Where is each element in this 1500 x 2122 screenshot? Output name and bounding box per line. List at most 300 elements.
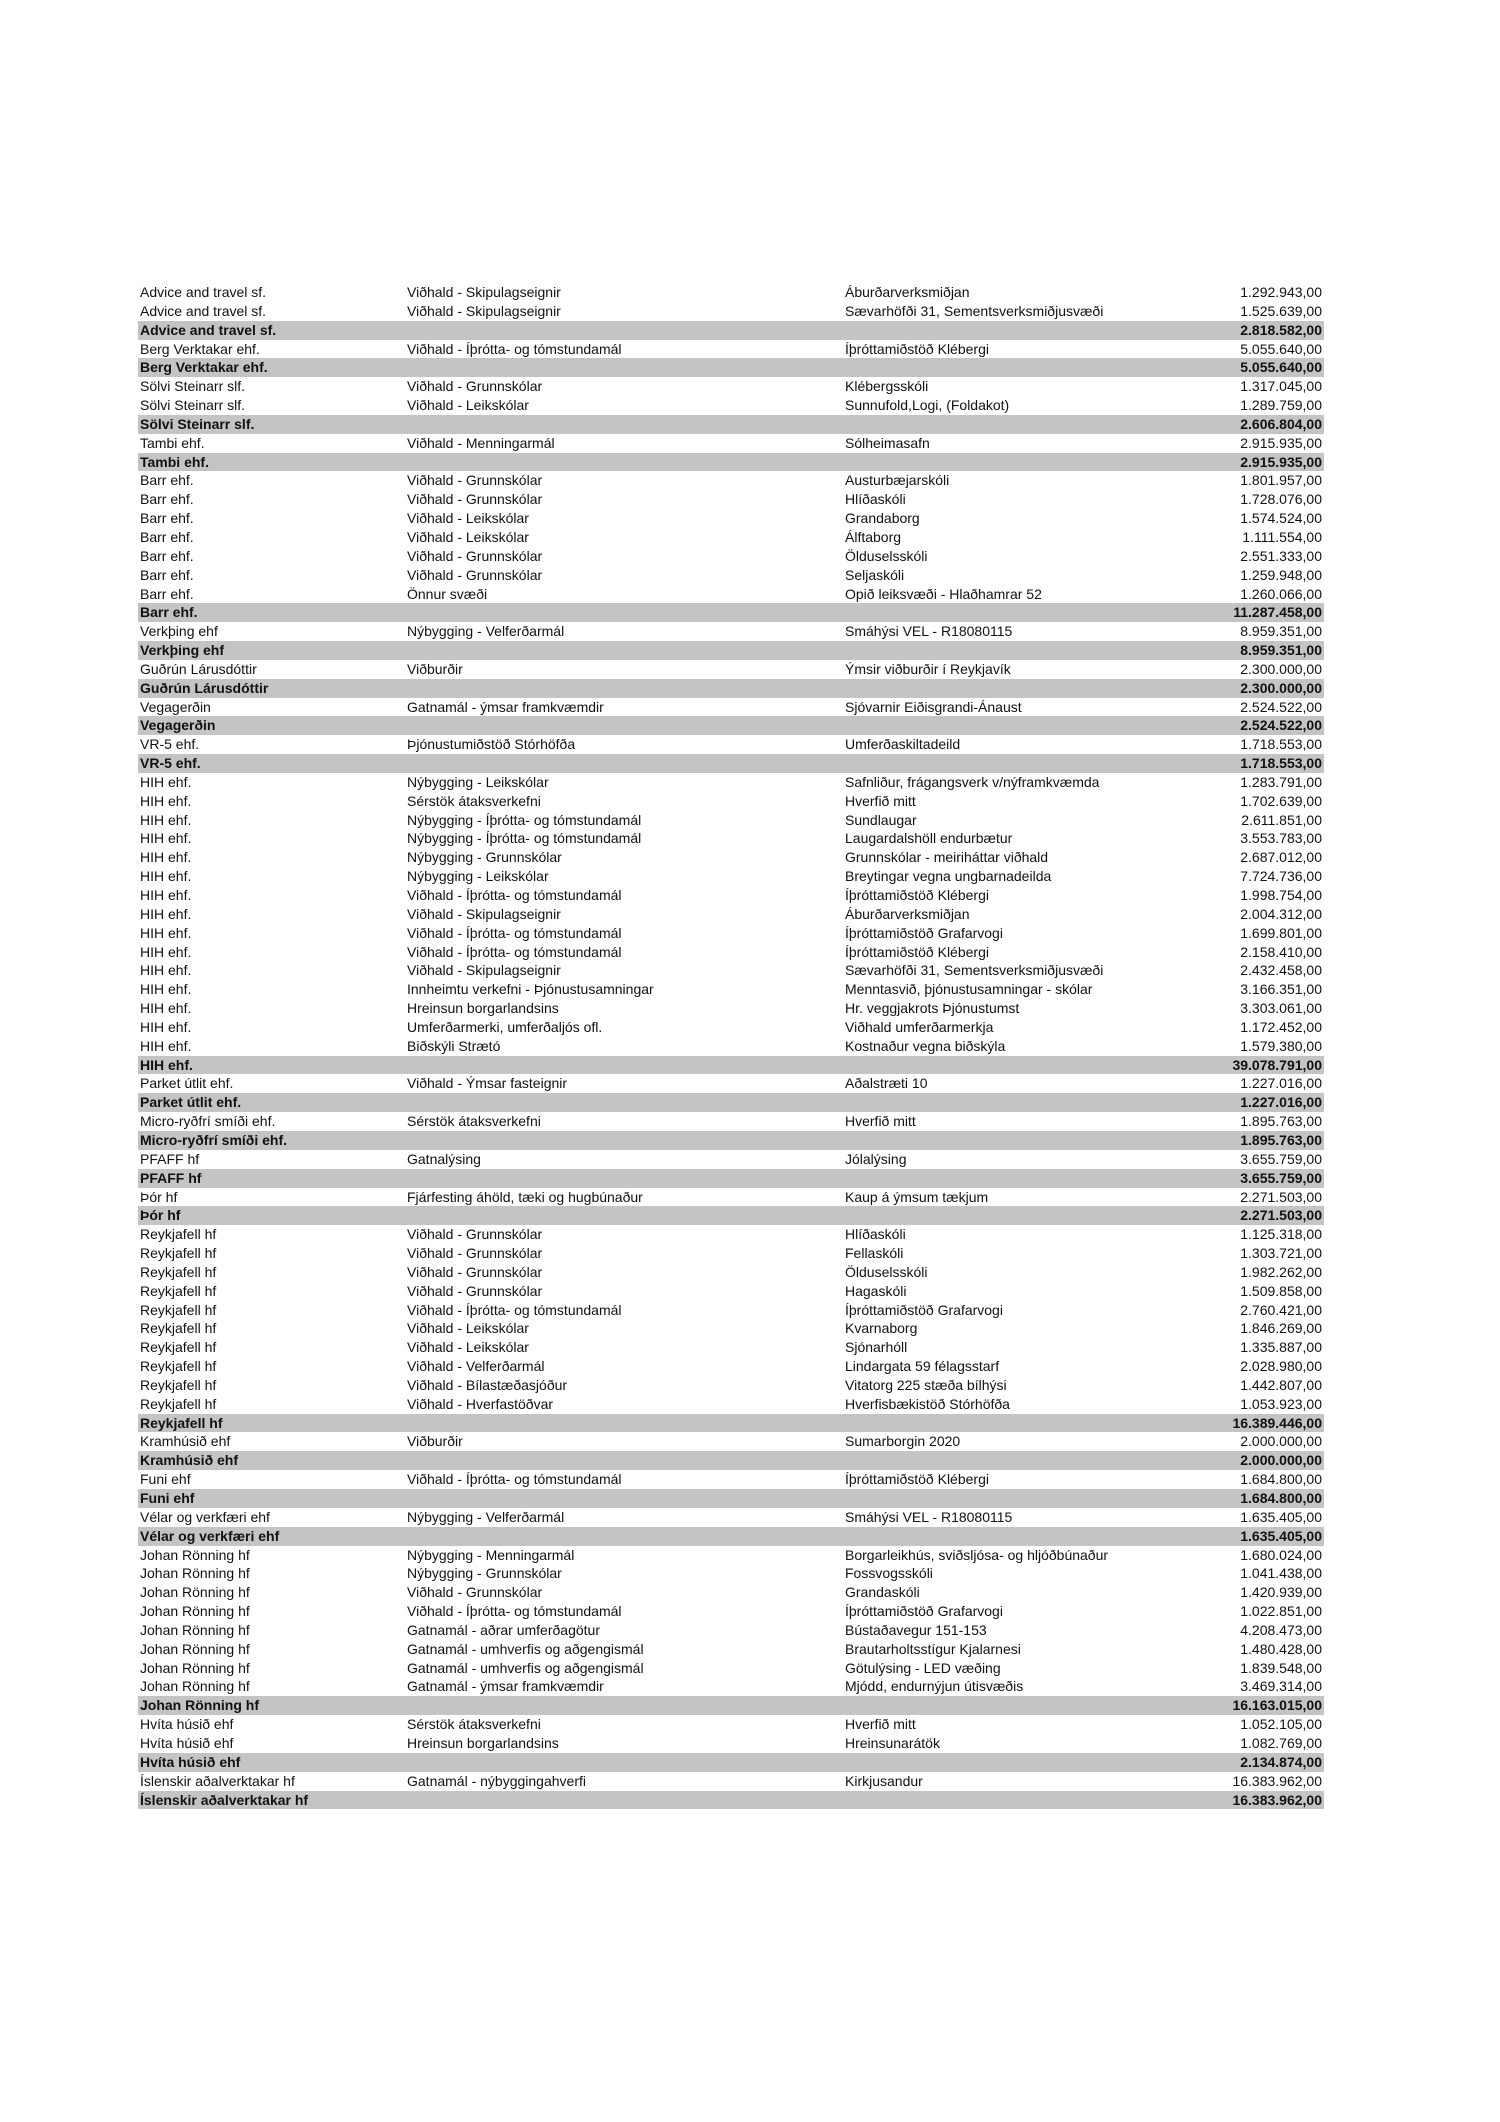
project-cell: Hagaskóli	[845, 1282, 907, 1299]
category-cell: Nýbygging - Velferðarmál	[407, 1508, 565, 1525]
category-cell: Sérstök átaksverkefni	[407, 792, 541, 809]
subtotal-contractor-cell: Barr ehf.	[140, 604, 198, 621]
table-row	[138, 773, 1324, 792]
table-row	[138, 1338, 1324, 1357]
amount-cell: 2.028.980,00	[1240, 1358, 1322, 1375]
category-cell: Nýbygging - Grunnskólar	[407, 1565, 562, 1582]
category-cell: Viðhald - Íþrótta- og tómstundamál	[407, 924, 622, 941]
amount-cell: 16.383.962,00	[1232, 1772, 1322, 1789]
project-cell: Bústaðavegur 151-153	[845, 1621, 987, 1638]
project-cell: Sævarhöfði 31, Sementsverksmiðjusvæði	[845, 962, 1104, 979]
project-cell: Áburðarverksmiðjan	[845, 284, 970, 300]
contractor-cell: Sölvi Steinarr slf.	[140, 397, 246, 414]
contractor-cell: Johan Rönning hf	[140, 1603, 250, 1620]
subtotal-row	[138, 1056, 1324, 1075]
table-row	[138, 1470, 1324, 1489]
contractor-cell: Sölvi Steinarr slf.	[140, 378, 246, 395]
project-cell: Íþróttamiðstöð Grafarvogi	[845, 924, 1003, 941]
category-cell: Viðhald - Grunnskólar	[407, 1263, 543, 1280]
contractor-cell: Verkþing ehf	[140, 623, 218, 640]
subtotal-amount-cell: 16.383.962,00	[1232, 1791, 1322, 1808]
category-cell: Sérstök átaksverkefni	[407, 1716, 541, 1733]
table-row	[138, 1188, 1324, 1207]
project-cell: Hverfisbækistöð Stórhöfða	[845, 1395, 1010, 1412]
table-row	[138, 961, 1324, 980]
project-cell: Seljaskóli	[845, 566, 905, 583]
subtotal-amount-cell: 3.655.759,00	[1240, 1169, 1322, 1186]
table-row	[138, 905, 1324, 924]
amount-cell: 3.303.061,00	[1240, 1000, 1322, 1017]
subtotal-row	[138, 1093, 1324, 1112]
subtotal-amount-cell: 16.163.015,00	[1232, 1697, 1322, 1714]
subtotal-amount-cell: 5.055.640,00	[1240, 359, 1322, 376]
subtotal-amount-cell: 2.524.522,00	[1240, 717, 1322, 734]
table-row	[138, 1677, 1324, 1696]
contractor-cell: HIH ehf.	[140, 792, 192, 809]
table-row	[138, 471, 1324, 490]
table-row	[138, 1282, 1324, 1301]
amount-cell: 1.041.438,00	[1240, 1565, 1322, 1582]
subtotal-row	[138, 1791, 1324, 1810]
category-cell: Viðburðir	[407, 660, 463, 677]
subtotal-row	[138, 1753, 1324, 1772]
contractor-cell: Reykjafell hf	[140, 1358, 217, 1375]
amount-cell: 1.317.045,00	[1240, 378, 1322, 395]
contractor-cell: Barr ehf.	[140, 472, 194, 489]
table-row	[138, 848, 1324, 867]
amount-cell: 2.524.522,00	[1240, 698, 1322, 715]
amount-cell: 1.289.759,00	[1240, 397, 1322, 414]
subtotal-contractor-cell: VR-5 ehf.	[140, 755, 201, 772]
subtotal-contractor-cell: Guðrún Lárusdóttir	[140, 679, 269, 696]
project-cell: Sjóvarnir Eiðisgrandi-Ánaust	[845, 698, 1022, 715]
category-cell: Viðhald - Grunnskólar	[407, 566, 543, 583]
subtotal-row	[138, 641, 1324, 660]
table-row	[138, 302, 1324, 321]
category-cell: Viðhald - Bílastæðasjóður	[407, 1376, 568, 1393]
category-cell: Gatnamál - umhverfis og aðgengismál	[407, 1659, 644, 1676]
amount-cell: 1.635.405,00	[1240, 1508, 1322, 1525]
project-cell: Grandaskóli	[845, 1584, 920, 1601]
category-cell: Hreinsun borgarlandsins	[407, 1000, 559, 1017]
category-cell: Viðhald - Menningarmál	[407, 434, 555, 451]
project-cell: Klébergsskóli	[845, 378, 929, 395]
amount-cell: 1.335.887,00	[1240, 1339, 1322, 1356]
project-cell: Laugardalshöll endurbætur	[845, 830, 1013, 847]
table-row	[138, 1734, 1324, 1753]
subtotal-amount-cell: 1.227.016,00	[1240, 1094, 1322, 1111]
subtotal-row	[138, 321, 1324, 340]
contractor-cell: VR-5 ehf.	[140, 736, 200, 753]
project-cell: Lindargata 59 félagsstarf	[845, 1358, 1000, 1375]
amount-cell: 2.271.503,00	[1240, 1188, 1322, 1205]
category-cell: Viðhald - Grunnskólar	[407, 1282, 543, 1299]
contractor-cell: HIH ehf.	[140, 1018, 192, 1035]
amount-cell: 3.655.759,00	[1240, 1150, 1322, 1167]
category-cell: Nýbygging - Íþrótta- og tómstundamál	[407, 830, 642, 847]
category-cell: Nýbygging - Menningarmál	[407, 1546, 575, 1563]
project-cell: Aðalstræti 10	[845, 1075, 928, 1092]
amount-cell: 2.760.421,00	[1240, 1301, 1322, 1318]
category-cell: Viðhald - Grunnskólar	[407, 547, 543, 564]
contractor-cell: HIH ehf.	[140, 830, 192, 847]
amount-cell: 2.915.935,00	[1240, 434, 1322, 451]
contractor-cell: Reykjafell hf	[140, 1301, 217, 1318]
category-cell: Nýbygging - Velferðarmál	[407, 623, 565, 640]
table-row	[138, 980, 1324, 999]
subtotal-amount-cell: 2.606.804,00	[1240, 415, 1322, 432]
table-row	[138, 377, 1324, 396]
table-row	[138, 1150, 1324, 1169]
category-cell: Viðhald - Skipulagseignir	[407, 302, 561, 319]
project-cell: Fellaskóli	[845, 1245, 904, 1262]
project-cell: Sunnufold,Logi, (Foldakot)	[845, 397, 1010, 414]
subtotal-row	[138, 679, 1324, 698]
subtotal-row	[138, 1206, 1324, 1225]
category-cell: Viðhald - Velferðarmál	[407, 1358, 545, 1375]
project-cell: Opið leiksvæði - Hlaðhamrar 52	[845, 585, 1042, 602]
amount-cell: 2.000.000,00	[1240, 1433, 1322, 1450]
subtotal-amount-cell: 39.078.791,00	[1232, 1056, 1322, 1073]
project-cell: Sævarhöfði 31, Sementsverksmiðjusvæði	[845, 302, 1104, 319]
amount-cell: 1.111.554,00	[1242, 528, 1322, 545]
table-row	[138, 1659, 1324, 1678]
category-cell: Innheimtu verkefni - Þjónustusamningar	[407, 981, 654, 998]
contractor-cell: Vegagerðin	[140, 698, 211, 715]
amount-cell: 1.982.262,00	[1240, 1263, 1322, 1280]
contractor-cell: HIH ehf.	[140, 1037, 192, 1054]
category-cell: Viðhald - Íþrótta- og tómstundamál	[407, 340, 622, 357]
amount-cell: 1.082.769,00	[1240, 1734, 1322, 1751]
contractor-cell: Reykjafell hf	[140, 1339, 217, 1356]
subtotal-contractor-cell: Kramhúsið ehf	[140, 1452, 239, 1469]
contractor-cell: PFAFF hf	[140, 1150, 200, 1167]
table-row	[138, 1621, 1324, 1640]
project-cell: Fossvogsskóli	[845, 1565, 933, 1582]
project-cell: Breytingar vegna ungbarnadeilda	[845, 868, 1052, 885]
amount-cell: 1.260.066,00	[1240, 585, 1322, 602]
contractor-cell: Barr ehf.	[140, 510, 194, 527]
category-cell: Viðburðir	[407, 1433, 463, 1450]
subtotal-amount-cell: 2.818.582,00	[1240, 321, 1322, 338]
payments-table	[138, 283, 1324, 1809]
subtotal-row	[138, 415, 1324, 434]
subtotal-row	[138, 1527, 1324, 1546]
project-cell: Hlíðaskóli	[845, 1226, 906, 1243]
contractor-cell: Tambi ehf.	[140, 434, 205, 451]
table-row	[138, 1395, 1324, 1414]
category-cell: Viðhald - Hverfastöðvar	[407, 1395, 554, 1412]
project-cell: Mjódd, endurnýjun útisvæðis	[845, 1678, 1024, 1695]
contractor-cell: Reykjafell hf	[140, 1395, 217, 1412]
contractor-cell: Reykjafell hf	[140, 1263, 217, 1280]
category-cell: Viðhald - Íþrótta- og tómstundamál	[407, 1471, 622, 1488]
amount-cell: 1.846.269,00	[1240, 1320, 1322, 1337]
project-cell: Kostnaður vegna biðskýla	[845, 1037, 1006, 1054]
contractor-cell: Kramhúsið ehf	[140, 1433, 231, 1450]
project-cell: Sundlaugar	[845, 811, 917, 828]
subtotal-contractor-cell: Þór hf	[140, 1207, 181, 1224]
table-row	[138, 1564, 1324, 1583]
amount-cell: 1.292.943,00	[1240, 284, 1322, 300]
contractor-cell: Johan Rönning hf	[140, 1640, 250, 1657]
contractor-cell: Vélar og verkfæri ehf	[140, 1508, 270, 1525]
amount-cell: 1.680.024,00	[1240, 1546, 1322, 1563]
contractor-cell: HIH ehf.	[140, 773, 192, 790]
amount-cell: 2.158.410,00	[1240, 943, 1322, 960]
subtotal-contractor-cell: Parket útlit ehf.	[140, 1094, 242, 1111]
project-cell: Hverfið mitt	[845, 1716, 916, 1733]
amount-cell: 3.469.314,00	[1240, 1678, 1322, 1695]
table-row	[138, 1508, 1324, 1527]
category-cell: Viðhald - Leikskólar	[407, 510, 529, 527]
category-cell: Gatnamál - aðrar umferðagötur	[407, 1621, 600, 1638]
category-cell: Nýbygging - Grunnskólar	[407, 849, 562, 866]
table-row	[138, 585, 1324, 604]
contractor-cell: Funi ehf	[140, 1471, 191, 1488]
subtotal-row	[138, 1414, 1324, 1433]
contractor-cell: Berg Verktakar ehf.	[140, 340, 260, 357]
subtotal-contractor-cell: Hvíta húsið ehf	[140, 1753, 241, 1770]
table-row	[138, 490, 1324, 509]
amount-cell: 1.125.318,00	[1240, 1226, 1322, 1243]
table-row	[138, 924, 1324, 943]
category-cell: Gatnamál - ýmsar framkvæmdir	[407, 698, 604, 715]
contractor-cell: HIH ehf.	[140, 887, 192, 903]
amount-cell: 1.303.721,00	[1240, 1245, 1322, 1262]
contractor-cell: Barr ehf.	[140, 547, 194, 564]
project-cell: Hlíðaskóli	[845, 491, 906, 508]
subtotal-row	[138, 1696, 1324, 1715]
table-row	[138, 811, 1324, 830]
table-row	[138, 622, 1324, 641]
subtotal-row	[138, 453, 1324, 472]
table-row	[138, 1112, 1324, 1131]
subtotal-amount-cell: 2.300.000,00	[1240, 679, 1322, 696]
category-cell: Önnur svæði	[407, 585, 488, 602]
subtotal-amount-cell: 1.635.405,00	[1240, 1527, 1322, 1544]
amount-cell: 1.728.076,00	[1240, 491, 1322, 508]
category-cell: Viðhald - Leikskólar	[407, 1339, 529, 1356]
subtotal-contractor-cell: HIH ehf.	[140, 1056, 193, 1073]
subtotal-amount-cell: 2.134.874,00	[1240, 1753, 1322, 1770]
table-row	[138, 1602, 1324, 1621]
amount-cell: 1.022.851,00	[1240, 1603, 1322, 1620]
category-cell: Viðhald - Íþrótta- og tómstundamál	[407, 943, 622, 960]
contractor-cell: Hvíta húsið ehf	[140, 1716, 234, 1733]
category-cell: Viðhald - Íþrótta- og tómstundamál	[407, 887, 622, 903]
table-row	[138, 1263, 1324, 1282]
table-row	[138, 1376, 1324, 1395]
amount-cell: 1.801.957,00	[1240, 472, 1322, 489]
category-cell: Viðhald - Leikskólar	[407, 1320, 529, 1337]
amount-cell: 8.959.351,00	[1240, 623, 1322, 640]
amount-cell: 1.227.016,00	[1240, 1075, 1322, 1092]
amount-cell: 1.509.858,00	[1240, 1282, 1322, 1299]
category-cell: Viðhald - Íþrótta- og tómstundamál	[407, 1301, 622, 1318]
table-row	[138, 1583, 1324, 1602]
category-cell: Þjónustumiðstöð Stórhöfða	[407, 736, 576, 753]
project-cell: Ölduselsskóli	[845, 547, 928, 564]
category-cell: Gatnalýsing	[407, 1150, 481, 1167]
subtotal-row	[138, 358, 1324, 377]
amount-cell: 2.611.851,00	[1241, 811, 1322, 828]
project-cell: Áburðarverksmiðjan	[845, 905, 970, 922]
subtotal-amount-cell: 1.684.800,00	[1240, 1490, 1322, 1506]
project-cell: Hverfið mitt	[845, 1113, 916, 1130]
amount-cell: 1.579.380,00	[1240, 1037, 1322, 1054]
table-row	[138, 528, 1324, 547]
amount-cell: 3.166.351,00	[1240, 981, 1322, 998]
subtotal-row	[138, 716, 1324, 735]
table-row	[138, 660, 1324, 679]
category-cell: Viðhald - Grunnskólar	[407, 1245, 543, 1262]
project-cell: Sólheimasafn	[845, 434, 930, 451]
category-cell: Viðhald - Leikskólar	[407, 397, 529, 414]
subtotal-amount-cell: 2.915.935,00	[1240, 453, 1322, 470]
contractor-cell: Barr ehf.	[140, 528, 194, 545]
contractor-cell: Reykjafell hf	[140, 1282, 217, 1299]
contractor-cell: Reykjafell hf	[140, 1376, 217, 1393]
project-cell: Kirkjusandur	[845, 1772, 923, 1789]
amount-cell: 1.895.763,00	[1240, 1113, 1322, 1130]
table-row	[138, 1546, 1324, 1565]
amount-cell: 4.208.473,00	[1240, 1621, 1322, 1638]
table-row	[138, 1037, 1324, 1056]
subtotal-contractor-cell: Advice and travel sf.	[140, 321, 277, 338]
table-row	[138, 943, 1324, 962]
project-cell: Íþróttamiðstöð Klébergi	[845, 340, 989, 357]
contractor-cell: Advice and travel sf.	[140, 284, 267, 300]
project-cell: Íþróttamiðstöð Klébergi	[845, 887, 989, 903]
contractor-cell: Barr ehf.	[140, 585, 194, 602]
category-cell: Biðskýli Strætó	[407, 1037, 501, 1054]
subtotal-amount-cell: 8.959.351,00	[1240, 642, 1322, 659]
contractor-cell: Þór hf	[140, 1188, 178, 1205]
project-cell: Austurbæjarskóli	[845, 472, 950, 489]
subtotal-contractor-cell: Johan Rönning hf	[140, 1697, 259, 1714]
amount-cell: 1.718.553,00	[1240, 736, 1322, 753]
amount-cell: 1.702.639,00	[1240, 792, 1322, 809]
table-row	[138, 283, 1324, 302]
contractor-cell: HIH ehf.	[140, 905, 192, 922]
contractor-cell: Micro-ryðfrí smíði ehf.	[140, 1113, 276, 1130]
project-cell: Viðhald umferðarmerkja	[845, 1018, 994, 1035]
contractor-cell: Johan Rönning hf	[140, 1678, 250, 1695]
contractor-cell: Barr ehf.	[140, 491, 194, 508]
amount-cell: 2.687.012,00	[1240, 849, 1322, 866]
contractor-cell: Advice and travel sf.	[140, 302, 267, 319]
table-row	[138, 1319, 1324, 1338]
category-cell: Viðhald - Skipulagseignir	[407, 962, 561, 979]
table-row	[138, 829, 1324, 848]
amount-cell: 1.480.428,00	[1240, 1640, 1322, 1657]
table-row	[138, 698, 1324, 717]
project-cell: Álftaborg	[845, 528, 902, 545]
category-cell: Viðhald - Grunnskólar	[407, 378, 543, 395]
subtotal-contractor-cell: Reykjafell hf	[140, 1414, 223, 1431]
amount-cell: 1.053.923,00	[1240, 1395, 1322, 1412]
subtotal-contractor-cell: Vegagerðin	[140, 717, 216, 734]
subtotal-row	[138, 603, 1324, 622]
amount-cell: 1.684.800,00	[1240, 1471, 1322, 1488]
contractor-cell: HIH ehf.	[140, 962, 192, 979]
table-row	[138, 1018, 1324, 1037]
contractor-cell: HIH ehf.	[140, 868, 192, 885]
amount-cell: 2.432.458,00	[1240, 962, 1322, 979]
category-cell: Fjárfesting áhöld, tæki og hugbúnaður	[407, 1188, 643, 1205]
table-row	[138, 1301, 1324, 1320]
category-cell: Viðhald - Grunnskólar	[407, 491, 543, 508]
category-cell: Hreinsun borgarlandsins	[407, 1734, 559, 1751]
table-row	[138, 566, 1324, 585]
contractor-cell: HIH ehf.	[140, 943, 192, 960]
contractor-cell: Johan Rönning hf	[140, 1546, 250, 1563]
contractor-cell: Íslenskir aðalverktakar hf	[140, 1772, 295, 1789]
contractor-cell: Parket útlit ehf.	[140, 1075, 234, 1092]
category-cell: Gatnamál - umhverfis og aðgengismál	[407, 1640, 644, 1657]
table-row	[138, 1357, 1324, 1376]
subtotal-contractor-cell: Íslenskir aðalverktakar hf	[140, 1791, 309, 1808]
project-cell: Hverfið mitt	[845, 792, 916, 809]
amount-cell: 2.551.333,00	[1240, 547, 1322, 564]
contractor-cell: Reykjafell hf	[140, 1245, 217, 1262]
contractor-cell: HIH ehf.	[140, 849, 192, 866]
table-row	[138, 547, 1324, 566]
table-row	[138, 867, 1324, 886]
amount-cell: 1.052.105,00	[1240, 1716, 1322, 1733]
category-cell: Umferðarmerki, umferðaljós ofl.	[407, 1018, 603, 1035]
amount-cell: 1.442.807,00	[1240, 1376, 1322, 1393]
category-cell: Viðhald - Grunnskólar	[407, 1226, 543, 1243]
subtotal-contractor-cell: Tambi ehf.	[140, 453, 209, 470]
contractor-cell: HIH ehf.	[140, 1000, 192, 1017]
project-cell: Grunnskólar - meiriháttar viðhald	[845, 849, 1049, 866]
subtotal-row	[138, 1489, 1324, 1508]
amount-cell: 5.055.640,00	[1240, 340, 1322, 357]
contractor-cell: Barr ehf.	[140, 566, 194, 583]
amount-cell: 1.525.639,00	[1240, 302, 1322, 319]
contractor-cell: HIH ehf.	[140, 924, 192, 941]
subtotal-row	[138, 1451, 1324, 1470]
subtotal-row	[138, 754, 1324, 773]
project-cell: Kaup á ýmsum tækjum	[845, 1188, 989, 1205]
subtotal-amount-cell: 1.895.763,00	[1240, 1131, 1322, 1148]
project-cell: Kvarnaborg	[845, 1320, 918, 1337]
project-cell: Grandaborg	[845, 510, 920, 527]
project-cell: Hreinsunarátök	[845, 1734, 940, 1751]
subtotal-amount-cell: 16.389.446,00	[1232, 1414, 1322, 1431]
table-row	[138, 509, 1324, 528]
table-row	[138, 886, 1324, 905]
subtotal-contractor-cell: PFAFF hf	[140, 1169, 202, 1186]
subtotal-contractor-cell: Vélar og verkfæri ehf	[140, 1527, 280, 1544]
project-cell: Jólalýsing	[845, 1150, 907, 1167]
category-cell: Viðhald - Skipulagseignir	[407, 905, 561, 922]
project-cell: Vitatorg 225 stæða bílhýsi	[845, 1376, 1007, 1393]
contractor-cell: Johan Rönning hf	[140, 1659, 250, 1676]
amount-cell: 1.839.548,00	[1240, 1659, 1322, 1676]
subtotal-contractor-cell: Sölvi Steinarr slf.	[140, 415, 255, 432]
project-cell: Smáhýsi VEL - R18080115	[845, 1508, 1013, 1525]
contractor-cell: Johan Rönning hf	[140, 1565, 250, 1582]
table-row	[138, 792, 1324, 811]
project-cell: Íþróttamiðstöð Grafarvogi	[845, 1301, 1003, 1318]
project-cell: Íþróttamiðstöð Klébergi	[845, 1471, 989, 1488]
amount-cell: 1.283.791,00	[1240, 773, 1322, 790]
contractor-cell: Johan Rönning hf	[140, 1584, 250, 1601]
contractor-cell: Guðrún Lárusdóttir	[140, 660, 257, 677]
